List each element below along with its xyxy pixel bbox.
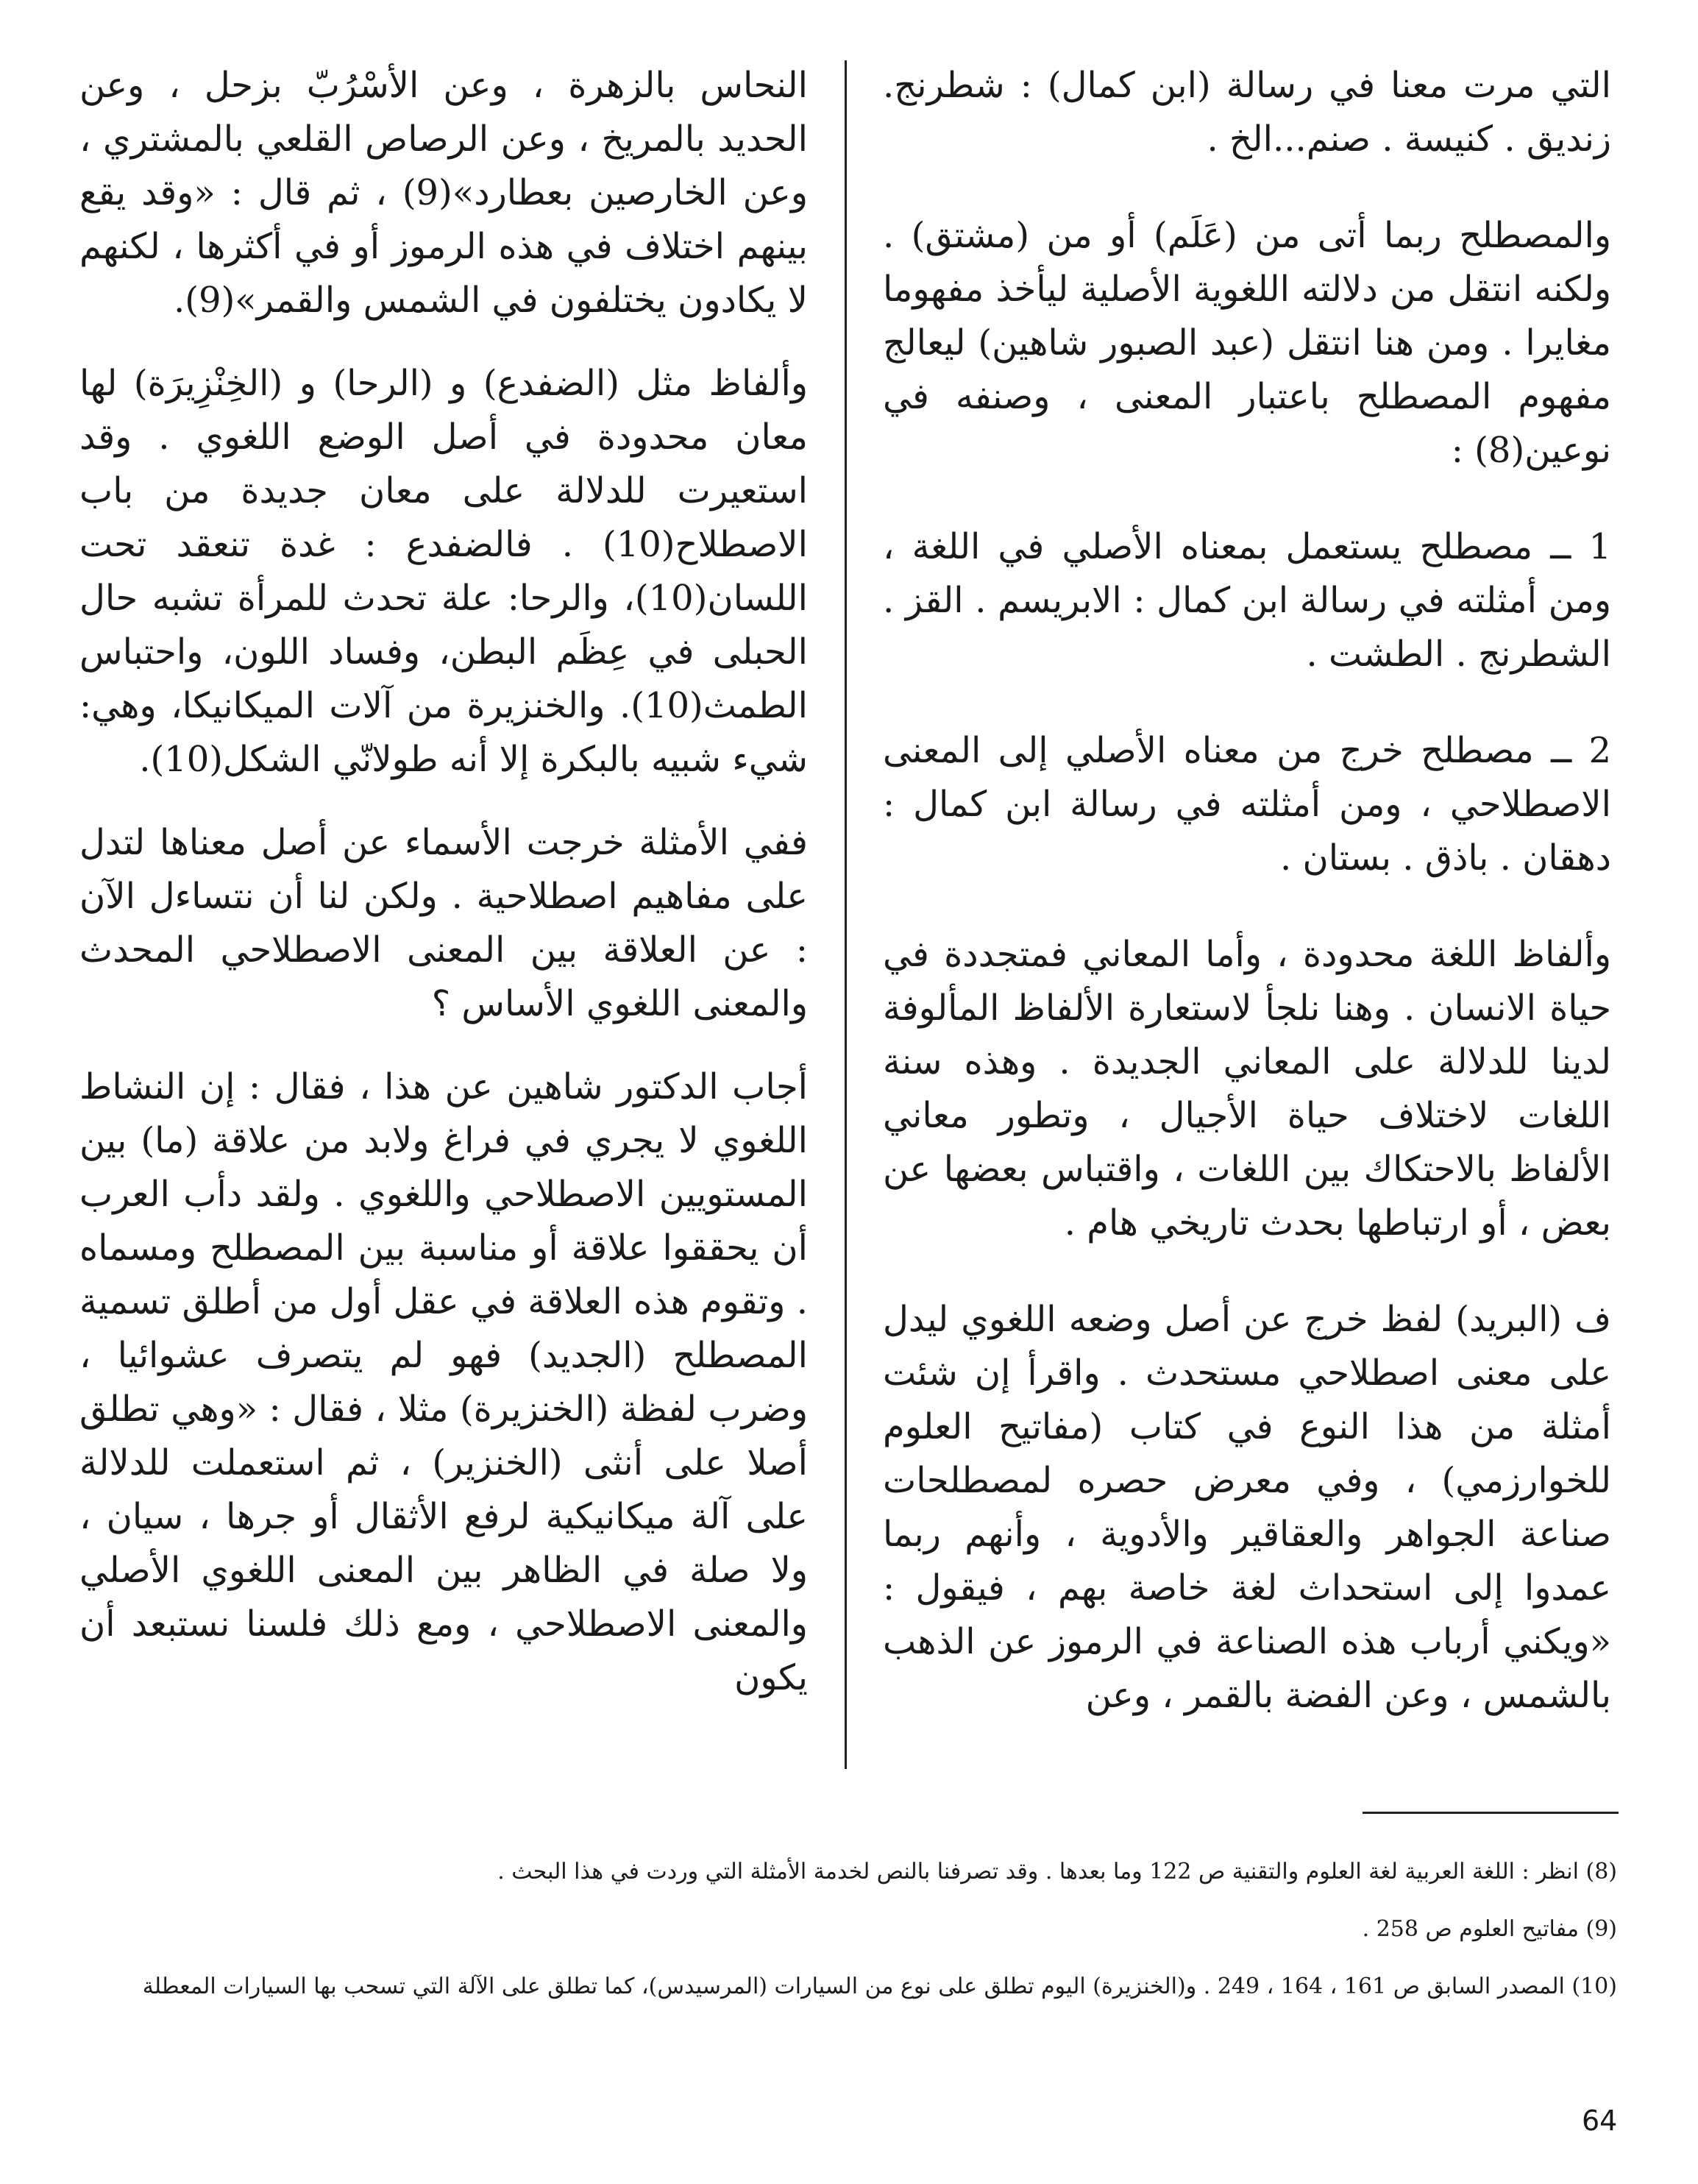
- footnote: (10) المصدر السابق ص 161 ، 164 ، 249 . و(الخنزيرة) اليوم تطلق على نوع من السيارات (المرسيدس)، كما تطلق على الآلة التي تسحب بها السيارات المعطلة: [142, 1974, 1617, 1999]
- paragraph: ف (البريد) لفظ خرج عن أصل وضعه اللغوي ليدل على معنى اصطلاحي مستحدث . واقرأ إن شئت أمثلة من هذا النوع في كتاب (مفاتيح العلوم للخوارزمي) ، وفي معرض حصره لمصطلحات صناعة الجواهر والعقاقير والأدوية ، وأنهم ربما عمدوا إلى استحداث لغة خاصة بهم ، فيقول : «ويكني أرباب هذه الصناعة في الرموز عن الذهب بالشمس ، وعن الفضة بالقمر ، وعن: [883, 1299, 1612, 1716]
- footnote: (8) انظر : اللغة العربية لغة العلوم والتقنية ص 122 وما بعدها . وقد تصرفنا بالنص لخدمة الأمثلة التي وردت في هذا البحث .: [497, 1859, 1617, 1885]
- paragraph: 2 ــ مصطلح خرج من معناه الأصلي إلى المعنى الاصطلاحي ، ومن أمثلته في رسالة ابن كمال : دهقان . باذق . بستان .: [883, 730, 1611, 879]
- footnotes: [79, 1856, 1617, 2028]
- paragraph: وألفاظ اللغة محدودة ، وأما المعاني فمتجددة في حياة الانسان . وهنا نلجأ لاستعارة الألفاظ المألوفة لدينا للدلالة على المعاني الجديدة . وهذه سنة اللغات لاختلاف حياة الأجيال ، وتطور معاني الألفاظ بالاحتكاك بين اللغات ، واقتباس بعضها عن بعض ، أو ارتباطها بحدث تاريخي هام .: [883, 934, 1611, 1244]
- paragraph: أجاب الدكتور شاهين عن هذا ، فقال : إن النشاط اللغوي لا يجري في فراغ ولابد من علاقة (ما) بين المستويين الاصطلاحي واللغوي . ولقد دأب العرب أن يحققوا علاقة أو مناسبة بين المصطلح ومسماه . وتقوم هذه العلاقة في عقل أول من أطلق تسمية المصطلح (الجديد) فهو لم يتصرف عشوائيا ، وضرب لفظة (الخنزيرة) مثلا ، فقال : «وهي تطلق أصلا على أنثى (الخنزير) ، ثم استعملت للدلالة على آلة ميكانيكية لرفع الأثقال أو جرها ، سيان ، ولا صلة في الظاهر بين المعنى اللغوي الأصلي والمعنى الاصطلاحي ، ومع ذلك فلسنا نستبعد أن يكون: [79, 1066, 808, 1698]
- paragraph: النحاس بالزهرة ، وعن الأسْرُبّ بزحل ، وعن الحديد بالمريخ ، وعن الرصاص القلعي بالمشتري ، وعن الخارصين بعطارد»(9) ، ثم قال : «وقد يقع بينهم اختلاف في هذه الرموز أو في أكثرها ، لكنهم لا يكادون يختلفون في الشمس والقمر»(9).: [79, 65, 808, 321]
- column-divider: [845, 60, 847, 1769]
- paragraph: ففي الأمثلة خرجت الأسماء عن أصل معناها لتدل على مفاهيم اصطلاحية . ولكن لنا أن نتساءل الآن : عن العلاقة بين المعنى الاصطلاحي المحدث والمعنى اللغوي الأساس ؟: [79, 822, 809, 1024]
- paragraph: التي مرت معنا في رسالة (ابن كمال) : شطرنج. زنديق . كنيسة . صنم...الخ .: [883, 65, 1611, 160]
- paragraph: وألفاظ مثل (الضفدع) و (الرحا) و (الخِنْزِيرَة) لها معان محدودة في أصل الوضع اللغوي . وقد استعيرت للدلالة على معان جديدة من باب الاصطلاح(10) . فالضفدع : غدة تنعقد تحت اللسان(10)، والرحا: علة تحدث للمرأة تشبه حال الحبلى في عِظَم البطن، وفساد اللون، واحتباس الطمث(10). والخنزيرة من آلات الميكانيكا، وهي: شيء شبيه بالبكرة إلا أنه طولانّي الشكل(10).: [79, 363, 808, 780]
- footnote-separator: [1363, 1812, 1619, 1814]
- left-column: [79, 59, 808, 1705]
- footnote: (9) مفاتيح العلوم ص 258 .: [1362, 1916, 1617, 1942]
- paragraph: والمصطلح ربما أتى من (عَلَم) أو من (مشتق) . ولكنه انتقل من دلالته اللغوية الأصلية ليأخذ مفهوما مغايرا . ومن هنا انتقل (عبد الصبور شاهين) ليعالج مفهوم المصطلح باعتبار المعنى ، وصنفه في نوعين(8) :: [883, 215, 1611, 471]
- page-number: 64: [1582, 2105, 1618, 2137]
- paragraph: 1 ــ مصطلح يستعمل بمعناه الأصلي في اللغة ، ومن أمثلته في رسالة ابن كمال : الابريسم . القز . الشطرنج . الطشت .: [883, 526, 1611, 675]
- right-column: [883, 59, 1611, 1723]
